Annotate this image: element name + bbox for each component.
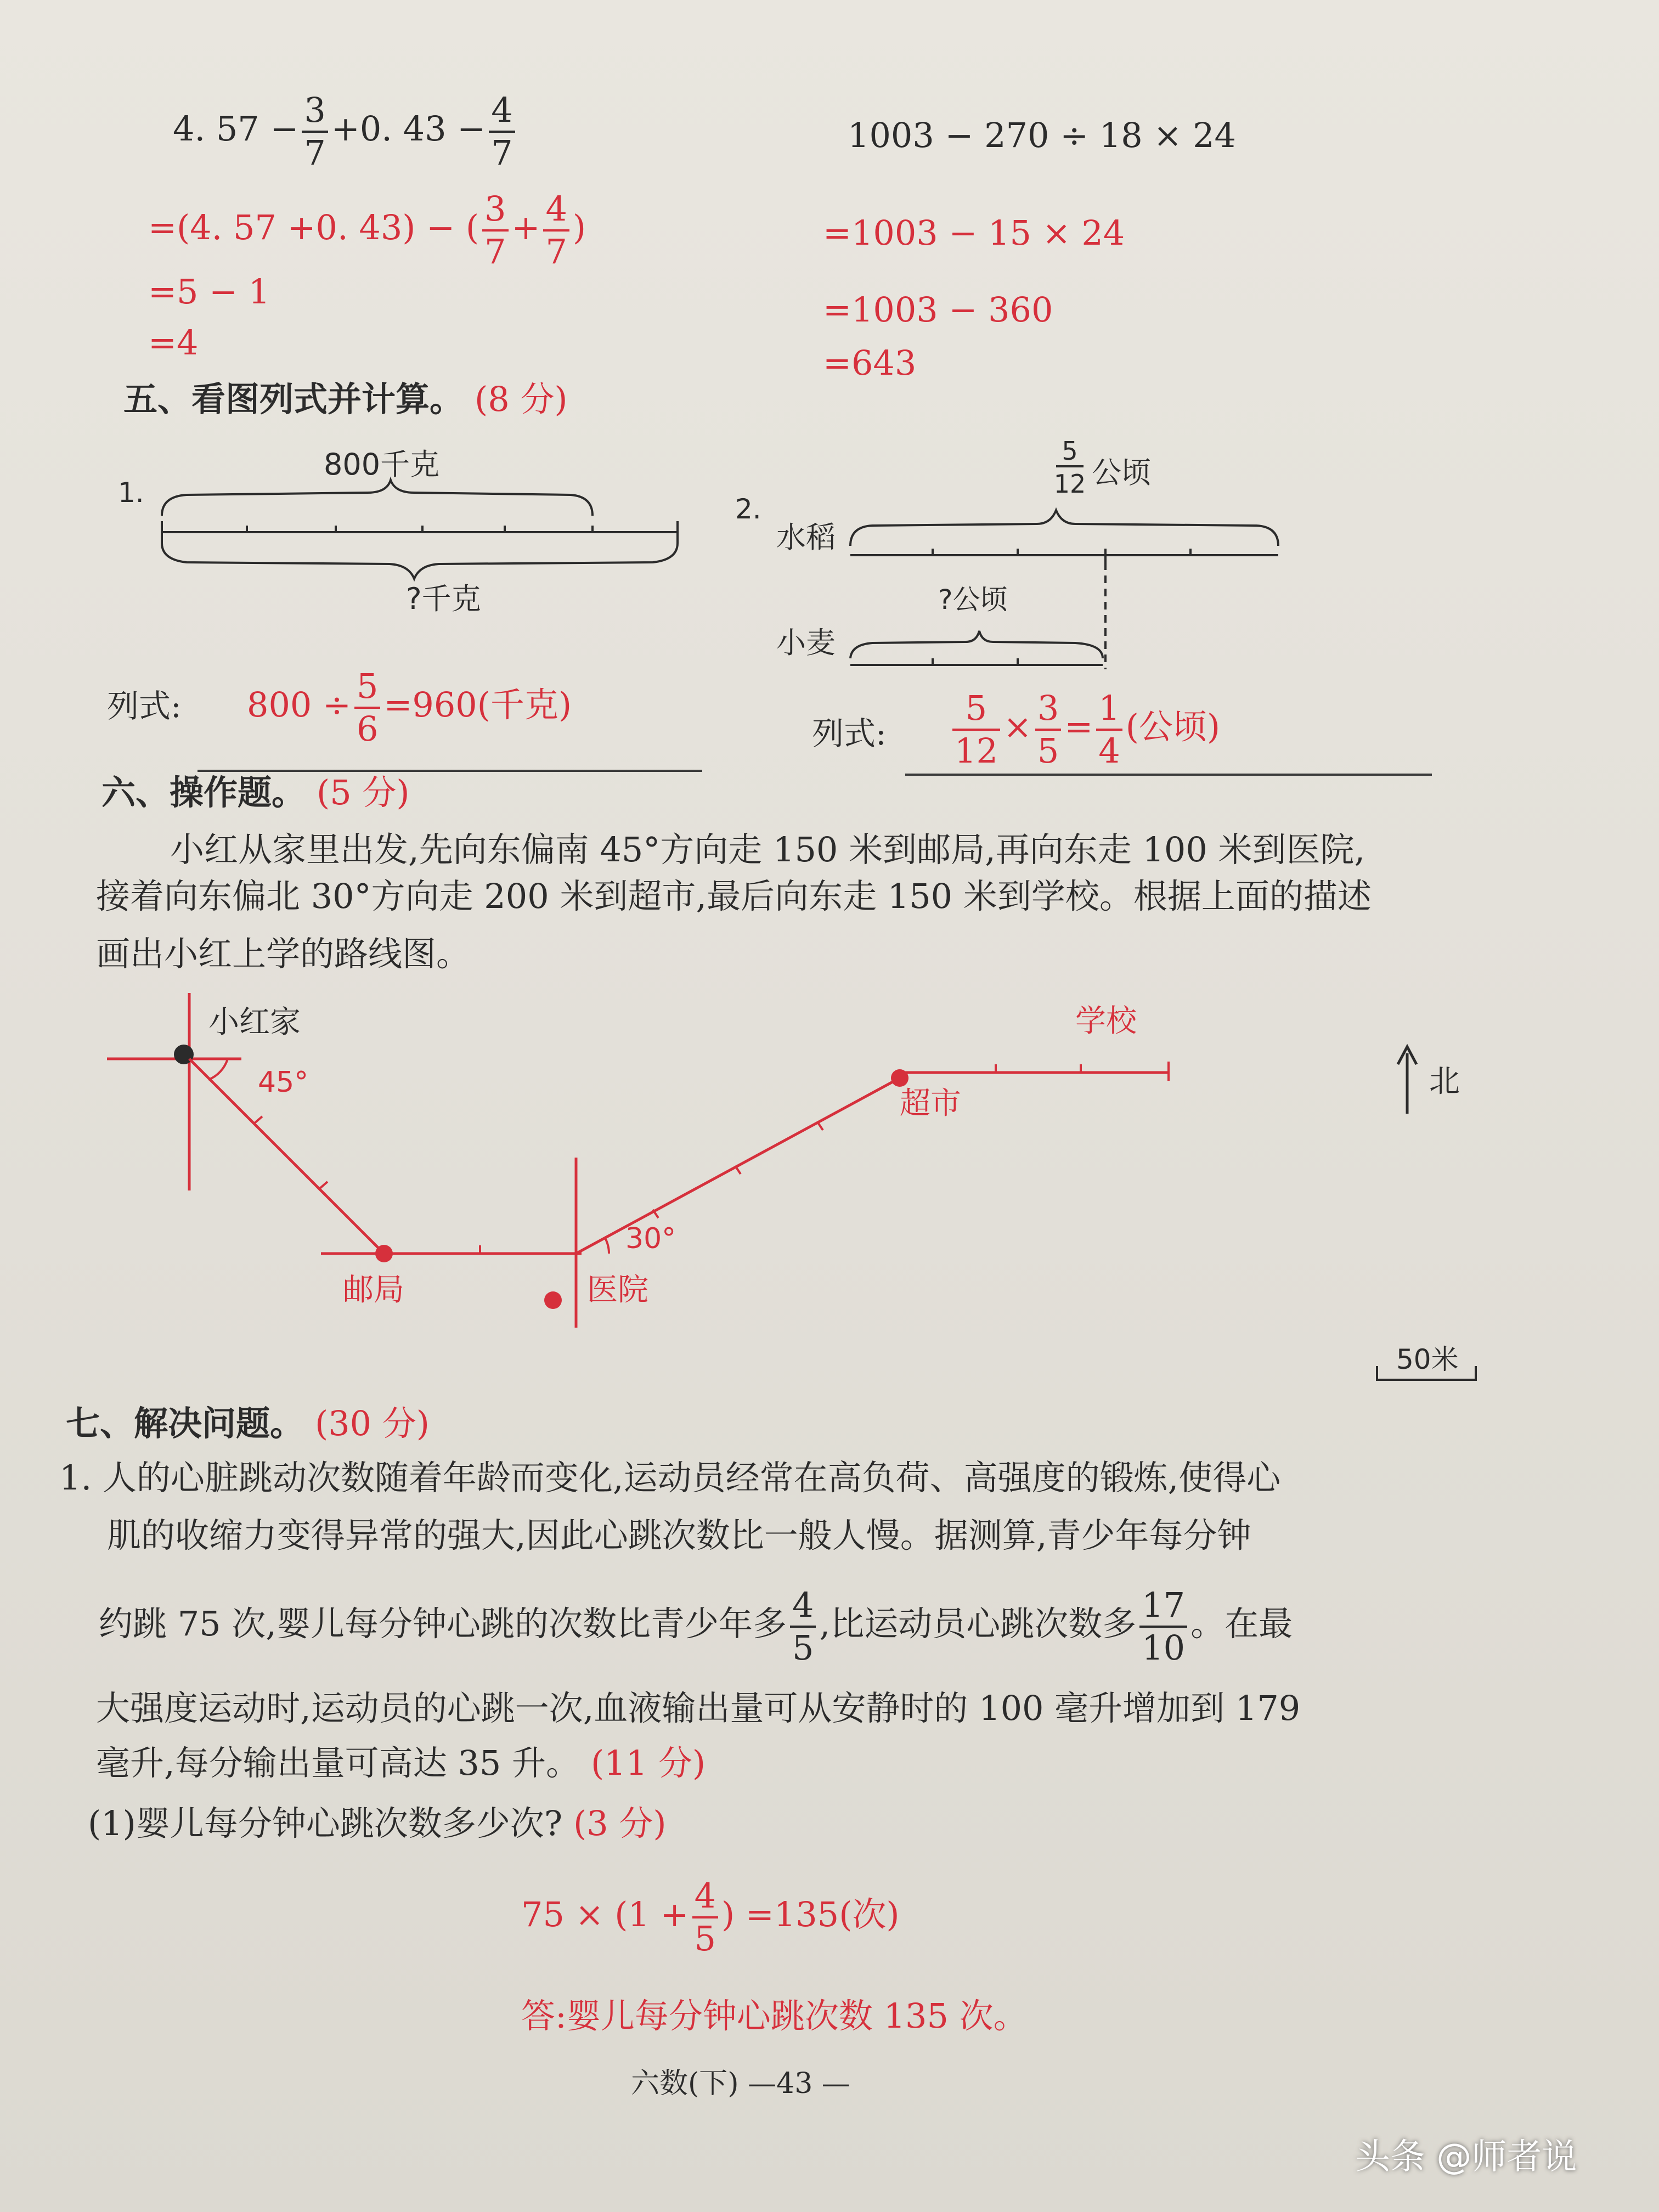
problem2-frac-den: 12 [1053, 469, 1086, 499]
angle1-arc [208, 1059, 228, 1080]
page-footer: 六数(下) —43 — [631, 2067, 850, 2100]
problem2-row2-label: 小麦 [776, 625, 836, 660]
problem1-top-brace [162, 480, 592, 516]
q1-line2: 肌的收缩力变得异常的强大,因此心跳次数比一般人慢。据测算,青少年每分钟 [107, 1515, 1251, 1555]
route-tick [254, 1116, 262, 1124]
section6-text-line1: 小红从家里出发,先向东偏南 45°方向走 150 米到邮局,再向东走 100 米到医院, [170, 830, 1365, 870]
home-label: 小红家 [208, 1005, 301, 1040]
problem2-number: 2. [735, 493, 761, 525]
problem2-frac-num: 5 [1062, 436, 1078, 466]
problem2-answer-rule [905, 774, 1432, 776]
problem1-bottom-brace [162, 543, 678, 579]
route-tick [319, 1182, 328, 1189]
q1-line1: 1. 人的心脏跳动次数随着年龄而变化,运动员经常在高负荷、高强度的锻炼,使得心 [59, 1458, 1281, 1498]
hospital-label: 医院 [587, 1272, 648, 1308]
post-label: 邮局 [343, 1272, 404, 1308]
route-map [0, 982, 1659, 1421]
calc-left-step1: =(4. 57 +0. 43) − ( $\frac{3}{7}$ + $\frac{4}{7}$ ) [148, 189, 586, 272]
calc-right-step1: =1003 − 15 × 24 [823, 213, 1125, 253]
section5-heading: 五、看图列式并计算。 (8 分) [123, 379, 568, 419]
q1-line4: 大强度运动时,运动员的心跳一次,血液输出量可从安静时的 100 毫升增加到 179 [96, 1688, 1301, 1728]
problem2-unit: 公顷 [1092, 455, 1151, 490]
calc-right-step3: =643 [823, 343, 917, 383]
problem1-answer: 800 ÷ $\frac{5}{6}$ =960(千克) [247, 666, 572, 749]
problem2-answer: $\frac{5}{12}$ × $\frac{3}{5}$ = $\frac{1}{4}$ (公顷) [949, 691, 1220, 768]
problem2-question-label: ?公顷 [938, 584, 1008, 616]
problem1-formula-label: 列式: [107, 687, 182, 725]
section6-heading: 六、操作题。 (5 分) [101, 772, 410, 812]
route-hospital-to-market [576, 1078, 900, 1254]
angle2-arc [605, 1237, 609, 1254]
watermark: 头条 @师者说 [1355, 2137, 1577, 2177]
market-label: 超市 [900, 1086, 961, 1121]
q1-sub1-formula: 75 × (1 + $\frac{4}{5}$ ) =135(次) [521, 1876, 900, 1959]
problem1-top-label: 800千克 [324, 447, 440, 482]
problem2-rice-brace [850, 510, 1278, 546]
problem2-formula-label: 列式: [812, 715, 887, 752]
q1-line5: 毫升,每分输出量可高达 35 升。 (11 分) [96, 1743, 706, 1783]
problem2-row1-label: 水稻 [776, 520, 836, 555]
north-label: 北 [1429, 1064, 1460, 1099]
problem1-bottom-label: ?千克 [406, 582, 481, 616]
q1-sub1-answer: 答:婴儿每分钟心跳次数 135 次。 [521, 1996, 1028, 2036]
q1-line3: 约跳 75 次,婴儿每分钟心跳的次数比青少年多 $\frac{4}{5}$ ,比运动员心跳次数多 $\frac{17}{10}$ 。在最 [99, 1585, 1293, 1668]
section6-text-line3: 画出小红上学的路线图。 [96, 934, 471, 974]
problem1-number: 1. [118, 477, 144, 509]
scale-label: 50米 [1396, 1344, 1459, 1375]
calc-left-step3: =4 [148, 323, 199, 363]
q1-sub1: (1)婴儿每分钟心跳次数多少次? (3 分) [88, 1803, 667, 1843]
calc-right-step2: =1003 − 360 [823, 290, 1053, 330]
section6-text-line2: 接着向东偏北 30°方向走 200 米到超市,最后向东走 150 米到学校。根据上面的描述 [96, 876, 1372, 916]
hospital-dot [544, 1291, 562, 1309]
angle2-label: 30° [625, 1222, 676, 1255]
calc-right-question: 1003 − 270 ÷ 18 × 24 [848, 115, 1237, 155]
angle1-label: 45° [258, 1066, 309, 1099]
calc-left-step2: =5 − 1 [148, 272, 270, 312]
problem2-wheat-brace [850, 631, 1103, 658]
school-label: 学校 [1075, 1003, 1137, 1039]
calc-left-question: 4. 57 − $\frac{3}{7}$ +0. 43 − $\frac{4}{7}$ [173, 93, 518, 170]
section7-heading: 七、解决问题。 (30 分) [66, 1403, 430, 1443]
route-tick [817, 1122, 823, 1130]
